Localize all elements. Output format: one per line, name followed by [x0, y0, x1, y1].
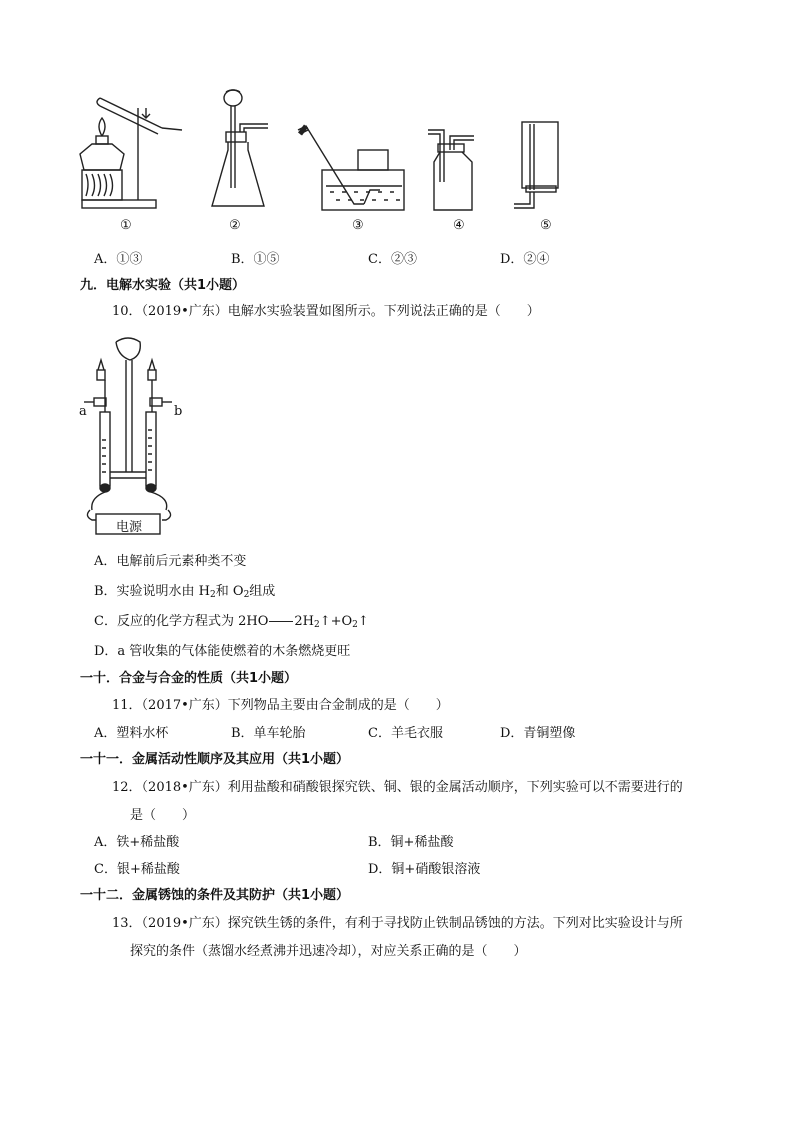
equation-equals-line [269, 621, 293, 622]
q12-option-b[interactable]: B．铜+稀盐酸 [368, 835, 454, 850]
q11-option-d[interactable]: D．青铜塑像 [500, 726, 576, 741]
q10-option-c[interactable] [94, 610, 369, 630]
q10-option-c-o: O [257, 614, 269, 629]
section-9-title: 九．电解水实验（共1小题） [80, 278, 246, 293]
figure-label-2: ② [229, 218, 241, 233]
q12-stem-line1: 12．（2018•广东）利用盐酸和硝酸银探究铁、铜、银的金属活动顺序，下列实验可以不需要进行的 [112, 780, 683, 795]
q9-option-a[interactable]: A．①③ [94, 252, 143, 267]
q11-option-a[interactable]: A．塑料水杯 [94, 726, 169, 741]
q10-option-b-pre: B．实验说明水由 H [94, 584, 211, 599]
section-12-title: 一十二．金属锈蚀的条件及其防护（共1小题） [80, 888, 350, 903]
subscript: 2 [243, 590, 250, 600]
electrolysis-apparatus-figure [80, 330, 200, 540]
q12-option-d[interactable]: D．铜+硝酸银溶液 [368, 862, 481, 877]
q13-stem-line1: 13．（2019•广东）探究铁生锈的条件，有利于寻找防止铁制品锈蚀的方法。下列对比实验设计与所 [112, 916, 683, 931]
q10-option-b-post: 组成 [249, 584, 276, 599]
figure-5-collection-bottle [510, 120, 570, 212]
figure-4-gas-bottle [424, 122, 484, 214]
figure-label-1: ① [120, 218, 132, 233]
q12-option-c[interactable]: C．银+稀盐酸 [94, 862, 180, 877]
q10-stem: 10．（2019•广东）电解水实验装置如图所示。下列说法正确的是（ ） [112, 304, 540, 319]
q13-stem-line2: 探究的条件（蒸馏水经煮沸并迅速冷却），对应关系正确的是（ ） [130, 944, 527, 959]
figure-2-conical-flask [208, 88, 278, 213]
q9-option-c[interactable]: C．②③ [368, 252, 417, 267]
electrode-label-a: a [79, 404, 87, 419]
section-10-title: 一十．合金与合金的性质（共1小题） [80, 671, 298, 686]
power-supply-label: 电源 [116, 520, 143, 535]
figure-3-water-trough [294, 120, 414, 215]
figure-1-heating-apparatus [70, 88, 190, 213]
q12-stem-line2: 是（ ） [130, 808, 196, 823]
q11-option-c[interactable]: C．羊毛衣服 [368, 726, 443, 741]
q10-option-c-o2: ↑+O [319, 614, 353, 629]
q11-stem: 11．（2017•广东）下列物品主要由合金制成的是（ ） [112, 698, 449, 713]
q10-option-b[interactable] [94, 580, 275, 600]
subscript: 2 [352, 620, 358, 630]
figure-label-5: ⑤ [540, 218, 552, 233]
subscript: 2 [313, 620, 320, 630]
q10-option-c-h2: 2H [294, 614, 314, 629]
q10-option-b-mid: 和 O [215, 584, 244, 599]
q10-option-c-pre: C．反应的化学方程式为 2H [94, 614, 258, 629]
figure-label-3: ③ [352, 218, 364, 233]
figure-label-4: ④ [453, 218, 465, 233]
electrode-label-b: b [174, 404, 183, 419]
q10-option-d[interactable]: D．a 管收集的气体能使燃着的木条燃烧更旺 [94, 644, 351, 659]
q9-option-d[interactable]: D．②④ [500, 252, 550, 267]
q12-option-a[interactable]: A．铁+稀盐酸 [94, 835, 180, 850]
q11-option-b[interactable]: B．单车轮胎 [231, 726, 306, 741]
subscript: 2 [210, 590, 216, 600]
q10-option-c-post: ↑ [357, 614, 369, 629]
section-11-title: 一十一．金属活动性顺序及其应用（共1小题） [80, 752, 350, 767]
q10-option-a[interactable]: A．电解前后元素种类不变 [94, 554, 247, 569]
q9-option-b[interactable]: B．①⑤ [231, 252, 280, 267]
